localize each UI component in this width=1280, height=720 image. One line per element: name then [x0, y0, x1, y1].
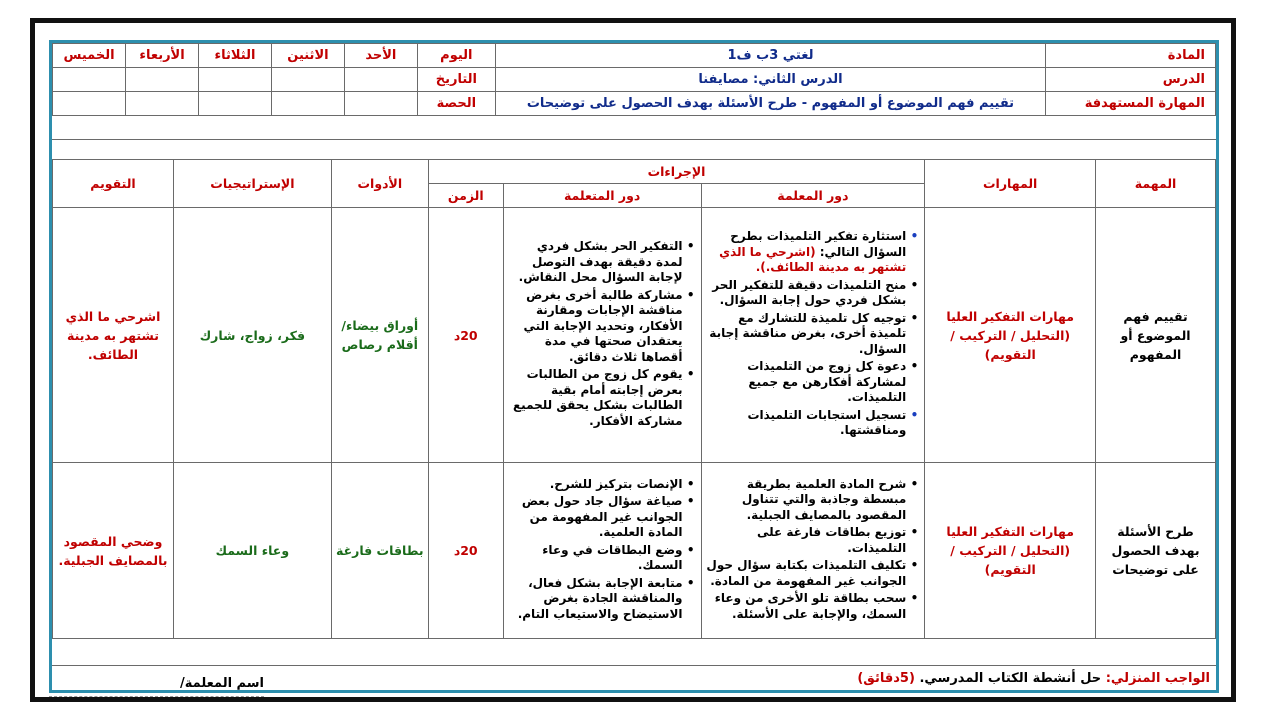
- day-tuesday: الثلاثاء: [199, 44, 272, 68]
- date-cell-monday: [271, 68, 344, 92]
- teacher-role-cell: [701, 463, 925, 639]
- header-spacer-row: [52, 115, 1216, 140]
- homework-duration: (5دقائق): [857, 671, 915, 686]
- teacher-role-cell: [701, 208, 925, 463]
- subject-label: المادة: [1046, 44, 1216, 68]
- list-item: • سحب بطاقة تلو الأخرى من وعاء السمك، والإجابة على الأسئلة.: [706, 591, 907, 622]
- date-label: التاريخ: [417, 68, 495, 92]
- header-table: [52, 43, 1216, 116]
- strategies-cell: وعاء السمك: [173, 463, 331, 639]
- list-item: • وضع البطاقات في وعاء السمك.: [508, 543, 683, 574]
- col-procedures: الإجراءات: [428, 160, 925, 184]
- list-item: • الإنصات بتركيز للشرح.: [508, 477, 683, 493]
- evaluation-cell: وضحي المقصود بالمصايف الجبلية.: [53, 463, 174, 639]
- col-time: الزمن: [428, 184, 503, 208]
- date-cell-tuesday: [199, 68, 272, 92]
- skill-label: المهارة المستهدفة: [1046, 92, 1216, 116]
- list-item: • شرح المادة العلمية بطريقة مبسطة وجاذبة والتي تتناول المقصود بالمصايف الجبلية.: [706, 477, 907, 524]
- period-cell-thursday: [53, 92, 126, 116]
- period-cell-sunday: [344, 92, 417, 116]
- student-role-cell: [503, 208, 701, 463]
- day-monday: الاثنين: [271, 44, 344, 68]
- lesson-label: الدرس: [1046, 68, 1216, 92]
- homework-label: الواجب المنزلي:: [1105, 671, 1210, 686]
- list-item: • استثارة تفكير التلميذات بطرح السؤال التالي: (اشرحي ما الذي تشتهر به مدينة الطائف.).: [706, 229, 907, 276]
- date-cell-wednesday: [126, 68, 199, 92]
- homework-text: حل أنشطة الكتاب المدرسي.: [914, 671, 1106, 686]
- list-item: • تسجيل استجابات التلميذات ومناقشتها.: [706, 408, 907, 439]
- col-student-role: دور المتعلمة: [503, 184, 701, 208]
- lesson-plan-sheet: [49, 40, 1219, 693]
- time-cell: 20د: [428, 463, 503, 639]
- time-cell: 20د: [428, 208, 503, 463]
- skills-cell: مهارات التفكير العليا (التحليل / التركيب / التقويم): [925, 463, 1096, 639]
- task-cell: تقييم فهم الموضوع أو المفهوم: [1096, 208, 1216, 463]
- procedures-table: [52, 159, 1216, 639]
- list-item: • التفكير الحر بشكل فردي لمدة دقيقة بهدف التوصل لإجابة السؤال محل النقاش.: [508, 239, 683, 286]
- period-cell-wednesday: [126, 92, 199, 116]
- tools-cell: بطاقات فارغة: [331, 463, 428, 639]
- tools-cell: أوراق بيضاء/ أقلام رصاص: [331, 208, 428, 463]
- day-label: اليوم: [417, 44, 495, 68]
- list-item: • مشاركة طالبة أخرى بغرض مناقشة الإجابات ومقارنة الأفكار، وتحديد الإجابة التي يعتقدان صحتها في مدة أقصاها ثلاث دقائق.: [508, 288, 683, 366]
- day-sunday: الأحد: [344, 44, 417, 68]
- footer-spacer-row: [52, 638, 1216, 666]
- col-teacher-role: دور المعلمة: [701, 184, 925, 208]
- period-cell-tuesday: [199, 92, 272, 116]
- list-item: • دعوة كل زوج من التلميذات لمشاركة أفكارهن مع جميع التلميذات.: [706, 359, 907, 406]
- list-item: • منح التلميذات دقيقة للتفكير الحر بشكل فردي حول إجابة السؤال.: [706, 278, 907, 309]
- strategies-cell: فكر، زواج، شارك: [173, 208, 331, 463]
- lesson-value: الدرس الثاني: مصايفنا: [495, 68, 1045, 92]
- table-row: [53, 208, 1216, 463]
- col-task: المهمة: [1096, 160, 1216, 208]
- list-item: • توزيع بطاقات فارغة على التلميذات.: [706, 525, 907, 556]
- col-skills: المهارات: [925, 160, 1096, 208]
- list-item: • تكليف التلميذات بكتابة سؤال حول الجوانب غير المفهومة من المادة.: [706, 558, 907, 589]
- evaluation-cell: اشرحي ما الذي تشتهر به مدينة الطائف.: [53, 208, 174, 463]
- day-wednesday: الأربعاء: [126, 44, 199, 68]
- subject-value: لغتي 3ب ف1: [495, 44, 1045, 68]
- student-role-cell: [503, 463, 701, 639]
- table-row: [53, 463, 1216, 639]
- list-item: • يقوم كل زوج من الطالبات بعرض إجابته أمام بقية الطالبات بشكل يحقق للجميع مشاركة الأفكار.: [508, 367, 683, 429]
- teacher-name-label: اسم المعلمة/: [179, 676, 264, 691]
- col-strategies: الإستراتيجيات: [173, 160, 331, 208]
- skills-cell: مهارات التفكير العليا (التحليل / التركيب / التقويم): [925, 208, 1096, 463]
- list-item: • متابعة الإجابة بشكل فعال، والمناقشة الجادة بغرض الاستيضاح والاستيعاب التام.: [508, 576, 683, 623]
- task-cell: طرح الأسئلة بهدف الحصول على توضيحات: [1096, 463, 1216, 639]
- list-item: • توجيه كل تلميذة للتشارك مع تلميذة أخرى، بغرض مناقشة إجابة السؤال.: [706, 311, 907, 358]
- day-thursday: الخميس: [53, 44, 126, 68]
- page-outer-frame: [30, 18, 1236, 702]
- period-cell-monday: [271, 92, 344, 116]
- teacher-name-field: [49, 676, 264, 697]
- col-evaluation: التقويم: [53, 160, 174, 208]
- list-item: • صياغة سؤال جاد حول بعض الجوانب غير المفهومة من المادة العلمية.: [508, 494, 683, 541]
- period-label: الحصة: [417, 92, 495, 116]
- date-cell-thursday: [53, 68, 126, 92]
- date-cell-sunday: [344, 68, 417, 92]
- skill-value: تقييم فهم الموضوع أو المفهوم - طرح الأسئلة بهدف الحصول على توضيحات: [495, 92, 1045, 116]
- col-tools: الأدوات: [331, 160, 428, 208]
